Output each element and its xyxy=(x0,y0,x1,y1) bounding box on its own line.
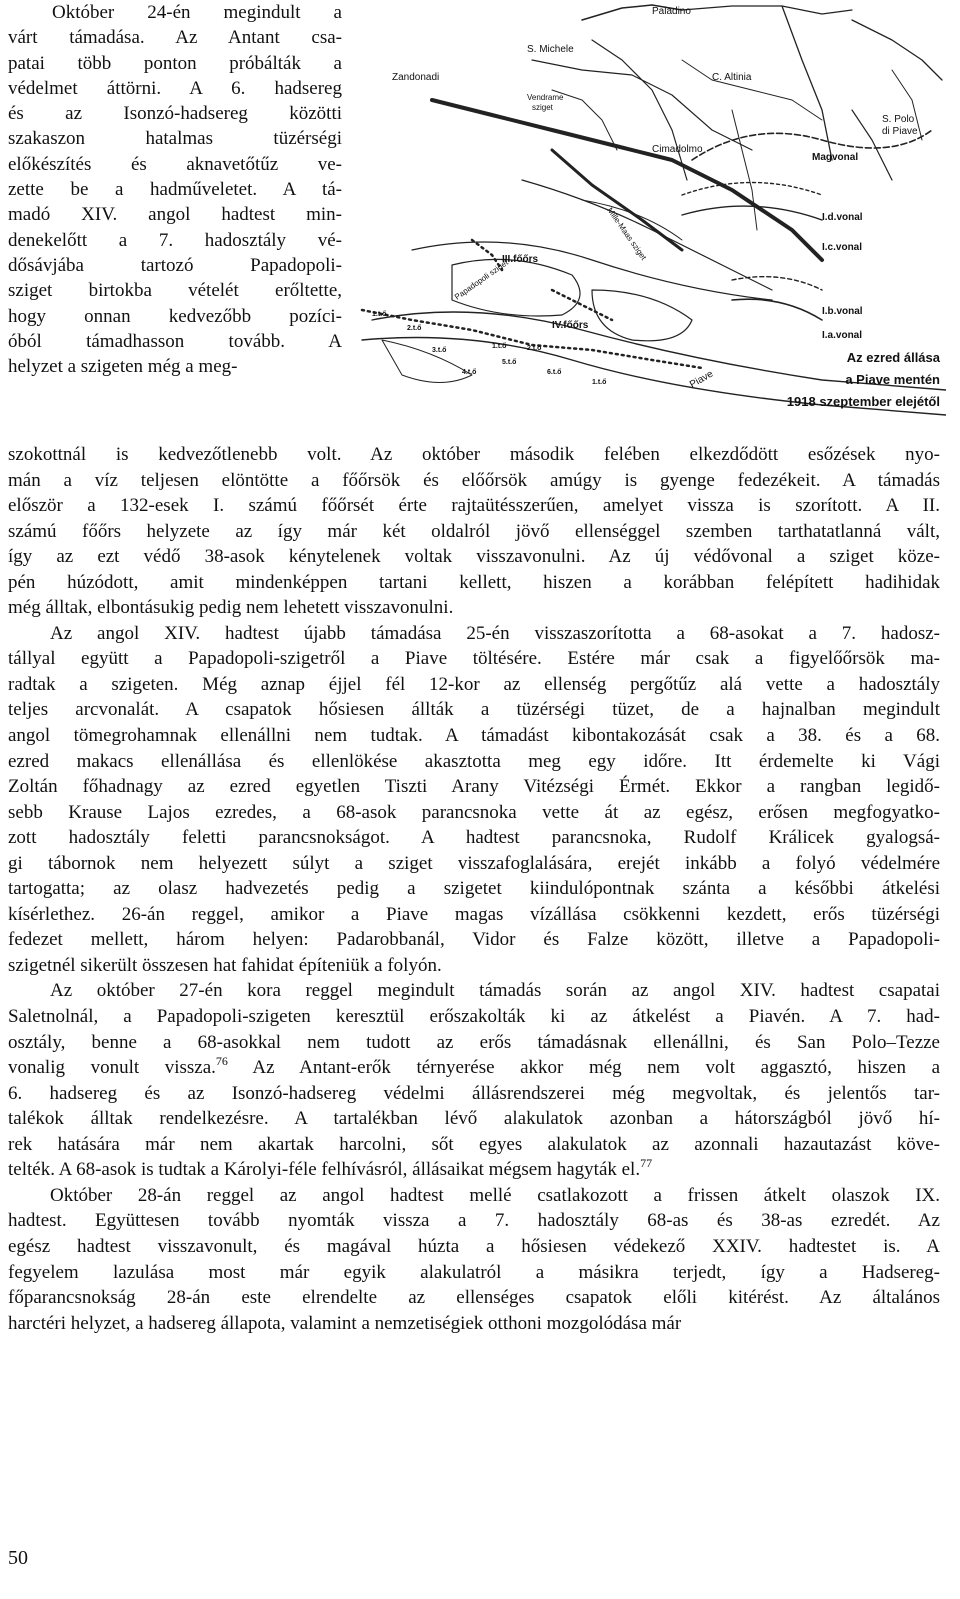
body-line-text: vonalig vonult vissza. xyxy=(8,1057,216,1079)
map-label-la-vonal: I.a.vonal xyxy=(822,330,863,341)
body-line-text: Az Antant-erők térnyerése akkor még nem volt aggasztó, hiszen a xyxy=(227,1057,940,1079)
body-line: angol tömegrohamnak ellenállni nem tudtak. A támadást kibontakozását csak a 38. és a 68. xyxy=(8,725,940,747)
body-line: kísérlethez. 26-án reggel, amikor a Piave magas vízállása csökkenni kezdett, erős tüzérségi xyxy=(8,903,940,925)
body-line: főparancsnokság 28-án este elrendelte az ellenséges csapatok előli kitérést. Az általános xyxy=(8,1287,940,1309)
map-small-label: 5.t.ő xyxy=(502,359,517,366)
map-small-label: 3.t.ő xyxy=(432,347,447,354)
body-line: sebb Krause Lajos ezredes, a 68-asok parancsnoka vette át az egész, erősen megfogyatko- xyxy=(8,801,940,823)
map-label-s-polo: S. Polo xyxy=(882,114,915,125)
intro-line: sziget birtokba vételét erőltette, xyxy=(8,280,342,302)
body-line: osztály, benne a 68-asokkal nem tudott az erős támadásnak ellenállni, és San Polo–Tezze xyxy=(8,1031,940,1053)
map-caption-line-3: 1918 szeptember elejétől xyxy=(786,394,940,409)
map-label-ld-vonal: I.d.vonal xyxy=(822,212,863,223)
map-label-vendrame-sziget: sziget xyxy=(532,103,553,112)
map-label-magvonal: Magvonal xyxy=(812,152,859,163)
map-label-mille-maas: Mille-Maas sziget xyxy=(605,205,649,262)
intro-line: helyzet a szigeten még a meg- xyxy=(8,356,238,378)
map-label-paladino: Paladino xyxy=(652,6,691,17)
intro-line: dősávjába tartozó Papadopoli- xyxy=(8,254,342,276)
body-line: harctéri helyzet, a hadsereg állapota, valamint a nemzetiségiek otthoni mozgolódása már xyxy=(8,1312,682,1334)
page-number: 50 xyxy=(8,1547,28,1569)
intro-line: védelmet áttörni. A 6. hadsereg xyxy=(8,77,342,99)
map-label-vendrame: Vendrame xyxy=(527,93,564,102)
body-line: teljes arcvonalát. A csapatok hősiesen állták a tüzérségi tüzet, de a hajnalban megindult xyxy=(8,699,940,721)
map-label-iii-foors: III.főőrs xyxy=(502,254,539,265)
map-small-label: 2.t.ő xyxy=(407,325,422,332)
body-line: Saletnolnál, a Papadopoli-szigeten keresztül erőszakolták ki az átkelést a Piavén. A 7. had- xyxy=(8,1006,940,1028)
intro-line: Október 24-én megindult a xyxy=(52,2,342,23)
body-line: Az október 27-én kora reggel megindult támadás során az angol XIV. hadtest csapatai xyxy=(50,980,940,1002)
intro-line: óból támadhasson tovább. A xyxy=(8,330,342,352)
map-small-label: 1.t.ő xyxy=(492,343,507,350)
intro-line: előkészítés és aknavetőtűz ve- xyxy=(8,153,342,175)
intro-line: madó XIV. angol hadtest min- xyxy=(8,204,342,226)
map-small-label: 1.t.ő xyxy=(372,311,387,318)
body-line: pén húzódott, amit mindenképpen tartani kellett, hiszen a korábban felépített hadihidak xyxy=(8,571,940,593)
map-label-zandonadi: Zandonadi xyxy=(392,72,440,83)
map-label-lb-vonal: I.b.vonal xyxy=(822,306,863,317)
map-small-label: 6.t.ő xyxy=(547,369,562,376)
body-line xyxy=(8,1157,940,1183)
body-line: radtak a szigeten. Még aznap éjjel fél 12-kor az ellenség pergőtűz alá vette a hadosztály xyxy=(8,673,940,695)
body-line: 6. hadsereg és az Isonzó-hadsereg védelmi állásrendszerei még megvoltak, és jelentős tar- xyxy=(8,1082,940,1104)
intro-line: várt támadása. Az Antant csa- xyxy=(8,27,342,49)
body-line: számú főőrs helyzete az így már két oldalról jövő ellenséggel szemben tarthatatlanná vált, xyxy=(8,520,940,542)
body-line: először a 132-esek I. számú főőrsét érte rajtaütésszerűen, amelyet vissza is szorított. A II. xyxy=(8,495,940,517)
body-line xyxy=(8,1055,940,1081)
body-line: Az angol XIV. hadtest újabb támadása 25-én visszaszorította a 68-asokat a 7. hadosz- xyxy=(50,622,940,644)
intro-paragraph xyxy=(8,0,342,379)
body-line: egész hadtest visszavonult, és magával húzta a hősiesen védekező XXIV. hadtestet is. A xyxy=(8,1235,940,1257)
body-line: mán a víz teljesen elöntötte a főőrsök és előőrsök amúgy is gyenge fedezékeit. A támadás xyxy=(8,469,940,491)
body-line: így az ezt védő 38-asok kénytelenek voltak visszavonulni. Az új védővonal a sziget köze- xyxy=(8,546,940,568)
map-label-piave: Piave xyxy=(688,368,716,391)
map-small-label: 1.t.ő xyxy=(592,379,607,386)
map-label-lc-vonal: I.c.vonal xyxy=(822,242,863,253)
body-line: zott hadosztály feletti parancsnokságot. A hadtest parancsnoka, Rudolf Králicek gyalogsá- xyxy=(8,827,940,849)
footnote-reference[interactable]: 77 xyxy=(640,1156,653,1171)
map-small-label: 2.t.ő xyxy=(527,345,542,352)
body-line: Október 28-án reggel az angol hadtest mellé csatlakozott a frissen átkelt olaszok IX. xyxy=(50,1184,940,1206)
intro-line: patai több ponton próbálták a xyxy=(8,52,342,74)
body-line: rek hatására már nem akartak harcolni, sőt egyes alakulatok az azonnali hazautazást köve- xyxy=(8,1133,940,1155)
intro-line: denekelőtt a 7. hadosztály vé- xyxy=(8,229,342,251)
map-figure xyxy=(352,0,946,420)
map-label-s-michele: S. Michele xyxy=(527,44,574,55)
body-line: még álltak, elbontásukig pedig nem lehetett visszavonulni. xyxy=(8,597,454,619)
body-line: tállyal együtt a Papadopoli-szigetről a Piave töltésére. Estére már csak a figyelőőrsök ma- xyxy=(8,648,940,670)
map-label-papadopoli: Papadopoli sziget xyxy=(452,258,510,302)
body-line: fedezet mellett, három helyen: Padarobbanál, Vidor és Falze között, illetve a Papadopoli- xyxy=(8,929,940,951)
map-label-di-piave: di Piave xyxy=(882,126,918,137)
footnote-reference[interactable]: 76 xyxy=(215,1054,228,1069)
body-line: tartogatta; az olasz hadvezetés pedig a szigetet kiindulópontnak szánta a későbbi átkelési xyxy=(8,878,940,900)
intro-line: és az Isonzó-hadsereg közötti xyxy=(8,103,342,125)
body-line: gi tábornok nem helyezett súlyt a sziget visszafoglalására, erejét inkább a folyó védelmére xyxy=(8,852,940,874)
map-label-cimadolmo: Cimadolmo xyxy=(652,144,703,155)
body-line: szokottnál is kedvezőtlenebb volt. Az október második felében elkezdődött esőzések nyo- xyxy=(8,444,940,465)
map-label-iv-foors: IV.főőrs xyxy=(552,320,589,331)
body-line-text: telték. A 68-asok is tudtak a Károlyi-féle felhívásról, állásaikat mégsem hagyták el. xyxy=(8,1159,641,1181)
body-line: hadtest. Együttesen tovább nyomták vissza a 7. hadosztály 68-as és 38-as ezredét. Az xyxy=(8,1210,940,1232)
body-text xyxy=(8,442,940,1336)
intro-line: hogy onnan kedvezőbb pozíci- xyxy=(8,305,342,327)
body-line: szigetnél sikerült összesen hat fahidat építeniük a folyón. xyxy=(8,954,442,976)
body-line: fegyelem lazulása most már egyik alakulatról a másikra terjedt, így a Hadsereg- xyxy=(8,1261,940,1283)
body-line: ezred makacs ellenállása és ellenlökése akasztotta meg egy időre. Itt érdemelte ki Vági xyxy=(8,750,940,772)
map-caption-line-2: a Piave mentén xyxy=(845,372,940,387)
map-caption-line-1: Az ezred állása xyxy=(846,350,940,365)
intro-line: szakaszon hatalmas tüzérségi xyxy=(8,128,342,150)
body-line: Zoltán főhadnagy az ezred egyetlen Tiszti Arany Vitézségi Érmét. Ekkor a rangban legidő- xyxy=(8,776,940,798)
map-small-label: 4.t.ő xyxy=(462,369,477,376)
intro-line: zette be a hadműveletet. A tá- xyxy=(8,179,342,201)
body-line: talékok álltak rendelkezésre. A tartalékban lévő alakulatok azonban a hátországból jövő hí- xyxy=(8,1108,940,1130)
map-label-c-altinia: C. Altinia xyxy=(712,72,752,83)
